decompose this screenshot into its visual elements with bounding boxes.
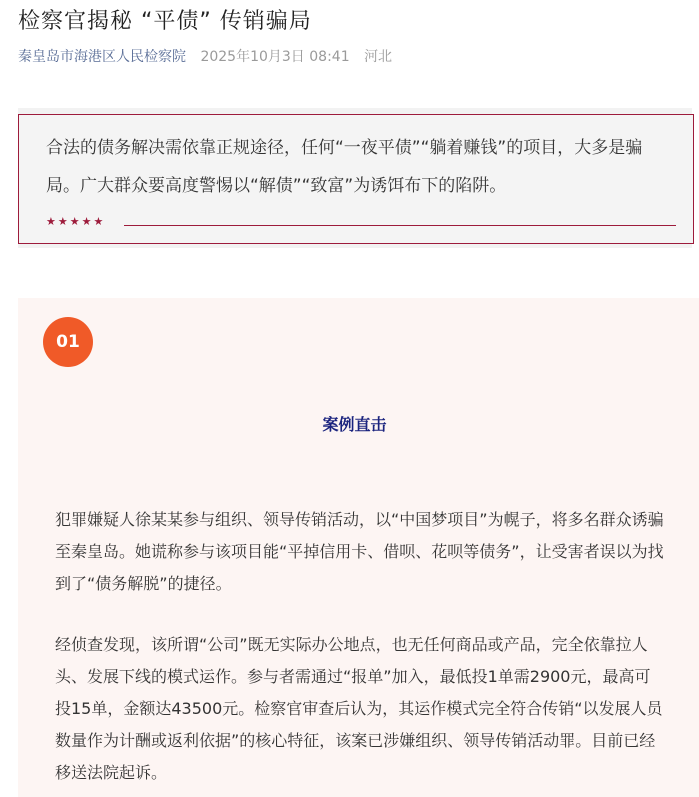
publish-location: 河北 [364,49,393,65]
case-section [18,298,699,797]
divider-line [124,225,676,226]
summary-box [18,114,694,244]
paragraph: 犯罪嫌疑人徐某某参与组织、领导传销活动，以“中国梦项目”为幌子，将多名群众诱骗至秦皇岛。她谎称参与该项目能“平掉信用卡、借呗、花呗等债务”，让受害者误以为找到了“债务解脱”的捷径。 [55,510,664,593]
publish-date: 2025年10月3日 08:41 [200,49,350,65]
article-meta [18,46,392,66]
stars-decoration: ★★★★★ [46,215,106,228]
author-link[interactable]: 秦皇岛市海港区人民检察院 [18,49,186,65]
article-title: 检察官揭秘 “平债” 传销骗局 [18,9,312,34]
paragraph: 经侦查发现，该所谓“公司”既无实际办公地点，也无任何商品或产品，完全依靠拉人头、发展下线的模式运作。参与者需通过“报单”加入，最低投1单需2900元，最高可投15单，金额达43500元。检察官审查后认为，其运作模式完全符合传销“以发展人员数量作为计酬或返利依据”的核心特征，该案已涉嫌组织、领导传销活动罪。目前已经移送法院起诉。 [55,635,663,782]
section-heading: 案例直击 [322,415,387,434]
section-number-badge: 01 [43,317,93,367]
summary-text: 合法的债务解决需依靠正规途径，任何“一夜平债”“躺着赚钱”的项目，大多是骗局。广大群众要高度警惕以“解债”“致富”为诱饵布下的陷阱。 [46,138,643,196]
